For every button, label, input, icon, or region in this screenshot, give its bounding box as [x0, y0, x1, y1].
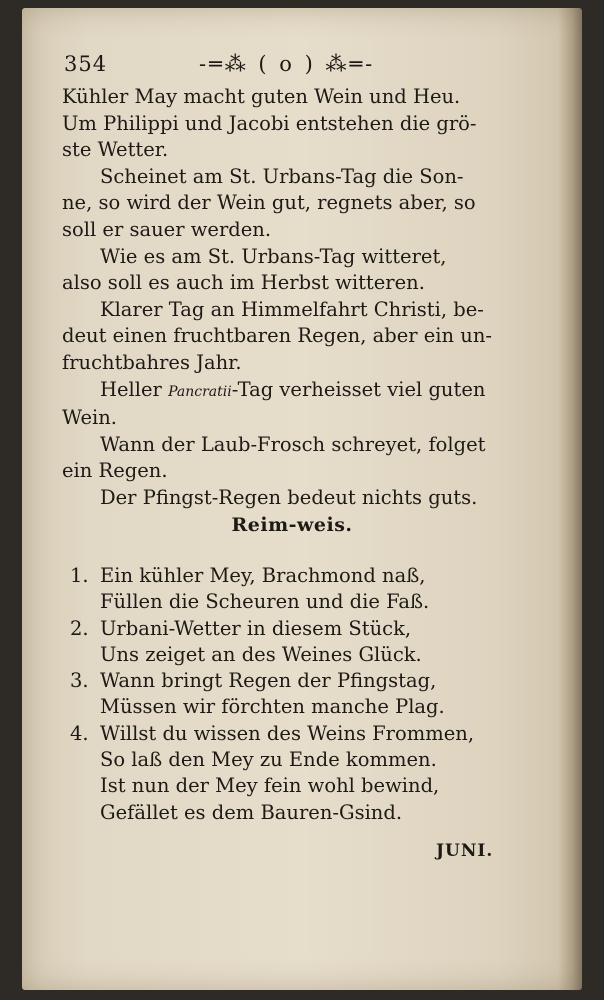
text-line: Wie es am St. Urbans-Tag witteret, [100, 244, 447, 268]
text-line: also soll es auch im Herbst witteren. [62, 271, 425, 295]
verse-line: Uns zeiget an des Weines Glück. [100, 642, 422, 666]
catchword: JUNI. [436, 841, 494, 861]
page-fold-shadow [558, 8, 582, 990]
verse-list [70, 563, 540, 826]
verse-line [70, 563, 540, 589]
verse-number: 1. [70, 564, 89, 587]
verse-text: Willst du wissen des Weins Frommen, [100, 721, 475, 745]
text-line: Kühler May macht guten Wein und Heu. [62, 85, 461, 108]
verse-line [70, 668, 540, 694]
verse-number: 3. [70, 669, 89, 693]
text-line: Klarer Tag an Himmelfahrt Christi, be- [100, 297, 484, 321]
verse-line: Ist nun der Mey fein wohl bewind, [100, 774, 440, 798]
text-line: Um Philippi und Jacobi entstehen die grö- [62, 111, 477, 135]
text-line: ne, so wird der Wein gut, regnets aber, so [62, 191, 476, 215]
text-line: Scheinet am St. Urbans-Tag die Son- [100, 164, 464, 188]
header-ornament: -═⁂ ( o ) ⁂═- [199, 52, 376, 76]
text-line: soll er sauer werden. [62, 217, 272, 241]
verse-line: So laß den Mey zu Ende kommen. [100, 748, 437, 772]
text-line: ste Wetter. [62, 138, 169, 162]
verse-line [70, 721, 540, 747]
page-number: 354 [64, 52, 108, 76]
proverbs-text [62, 84, 532, 512]
verse-line [70, 616, 540, 642]
text-line: Der Pfingst-Regen bedeut nichts guts. [100, 485, 478, 509]
verse-text: Ein kühler Mey, Brachmond naß, [100, 564, 426, 587]
verse-text: Wann bringt Regen der Pfingstag, [100, 669, 437, 693]
verse-number: 4. [70, 721, 89, 745]
text-line: fruchtbahres Jahr. [62, 350, 242, 374]
text-fragment: -Tag verheisset viel guten [231, 377, 486, 401]
verse-line: Füllen die Scheuren und die Faß. [100, 590, 430, 614]
text-line: Wein. [62, 406, 117, 430]
text-fragment: Heller [100, 377, 162, 401]
verse-text: Urbani-Wetter in diesem Stück, [100, 616, 412, 640]
verse-line: Gefället es dem Bauren-Gsind. [100, 800, 403, 824]
latin-name: Pancratii [168, 383, 232, 400]
text-line [62, 377, 532, 406]
book-page [22, 8, 582, 990]
verse-number: 2. [70, 616, 89, 640]
verse-line: Müssen wir förchten manche Plag. [100, 695, 445, 719]
section-title: Reim-weis. [231, 514, 353, 536]
text-line: deut einen fruchtbaren Regen, aber ein un- [62, 324, 492, 348]
text-line: ein Regen. [62, 459, 168, 483]
page-header [64, 52, 524, 82]
text-line: Wann der Laub-Frosch schreyet, folget [100, 432, 486, 456]
